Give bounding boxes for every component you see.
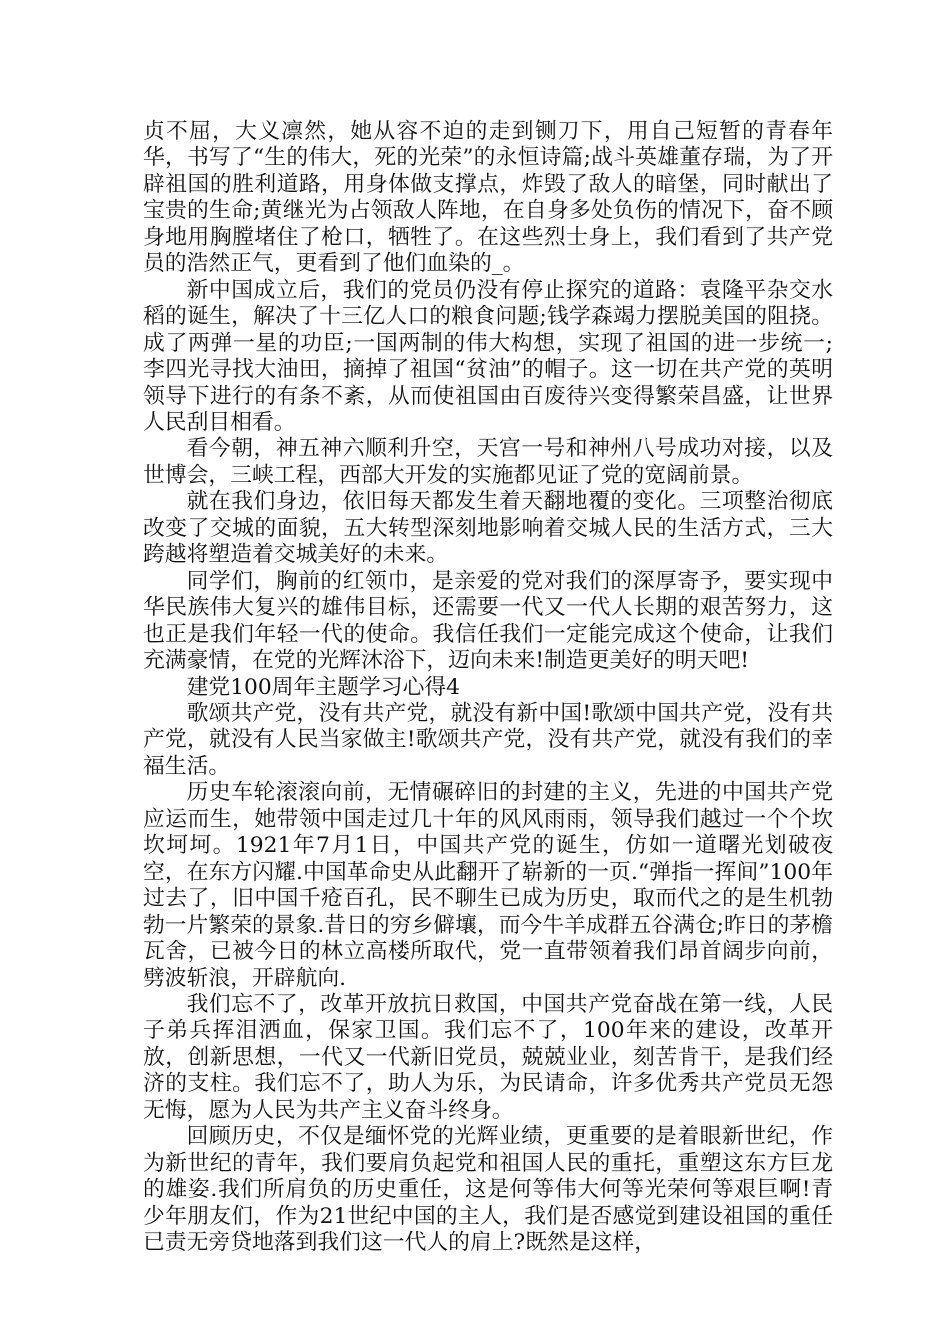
paragraph-history: 历史车轮滚滚向前，无情碾碎旧的封建的主义，先进的中国共产党应运而生，她带领中国走过几十年的风风雨雨，领导我们越过一个个坎坎坷坷。1921年7月1日，中国共产党的诞生，仿如一道曙光划破夜空，在东方闪耀.中国革命史从此翻开了崭新的一页.“弹指一挥间”100年过去了，旧中国千疮百孔，民不聊生已成为历史，取而代之的是生机勃勃一片繁荣的景象.昔日的穷乡僻壤，而今牛羊成群五谷满仓;昨日的茅檐瓦舍，已被今日的林立高楼所取代，党一直带领着我们昂首阔步向前，劈波斩浪，开辟航向. xyxy=(143,780,833,991)
document-body xyxy=(143,119,833,1256)
paragraph-new-china: 新中国成立后，我们的党员仍没有停止探究的道路：袁隆平杂交水稻的诞生，解决了十三亿人口的粮食问题;钱学森竭力摆脱美国的阻挠。成了两弹一星的功臣;一国两制的伟大构想，实现了祖国的进一步统一;李四光寻找大油田，摘掉了祖国“贫油”的帽子。这一切在共产党的英明领导下进行的有条不紊，从而使祖国由百废待兴变得繁荣昌盛，让世界人民刮目相看。 xyxy=(143,277,833,435)
paragraph-review: 回顾历史，不仅是缅怀党的光辉业绩，更重要的是着眼新世纪，作为新世纪的青年，我们要肩负起党和祖国人民的重托，重塑这东方巨龙的雄姿.我们所肩负的历史重任，这是何等伟大何等光荣何等艰巨啊!青少年朋友们，作为21世纪中国的主人，我们是否感觉到建设祖国的重任已责无旁贷地落到我们这一代人的肩上?既然是这样， xyxy=(143,1124,833,1256)
section-heading: 建党100周年主题学习心得4 xyxy=(186,674,461,700)
paragraph-praise: 歌颂共产党，没有共产党，就没有新中国!歌颂中国共产党，没有共产党，就没有人民当家做主!歌颂共产党，没有共产党，就没有我们的幸福生活。 xyxy=(143,700,833,779)
paragraph-remember: 我们忘不了，改革开放抗日救国，中国共产党奋战在第一线，人民子弟兵挥泪洒血，保家卫国。我们忘不了，100年来的建设，改革开放，创新思想，一代又一代新旧党员，兢兢业业，刻苦肯干，是我们经济的支柱。我们忘不了，助人为乐，为民请命，许多优秀共产党员无怨无悔，愿为人民为共产主义奋斗终身。 xyxy=(143,991,833,1123)
paragraph-students: 同学们，胸前的红领巾，是亲爱的党对我们的深厚寄予，要实现中华民族伟大复兴的雄伟目标，还需要一代又一代人长期的艰苦努力，这也正是我们年轻一代的使命。我信任我们一定能完成这个使命，让我们充满豪情，在党的光辉沐浴下，迈向未来!制造更美好的明天吧! xyxy=(143,568,833,674)
paragraph-martyrs: 贞不屈，大义凛然，她从容不迫的走到铡刀下，用自己短暂的青春年华，书写了“生的伟大，死的光荣”的永恒诗篇;战斗英雄董存瑞，为了开辟祖国的胜利道路，用身体做支撑点，炸毁了敌人的暗堡，同时献出了宝贵的生命;黄继光为占领敌人阵地，在自身多处负伤的情况下，奋不顾身地用胸膛堵住了枪口，牺牲了。在这些烈士身上，我们看到了共产党员的浩然正气，更看到了他们血染的_。 xyxy=(143,119,833,277)
paragraph-jiaocheng: 就在我们身边，依旧每天都发生着天翻地覆的变化。三项整治彻底改变了交城的面貌，五大转型深刻地影响着交城人民的生活方式，三大跨越将塑造着交城美好的未来。 xyxy=(143,489,833,568)
paragraph-today: 看今朝，神五神六顺利升空，天宫一号和神州八号成功对接，以及世博会，三峡工程，西部大开发的实施都见证了党的宽阔前景。 xyxy=(143,436,833,488)
